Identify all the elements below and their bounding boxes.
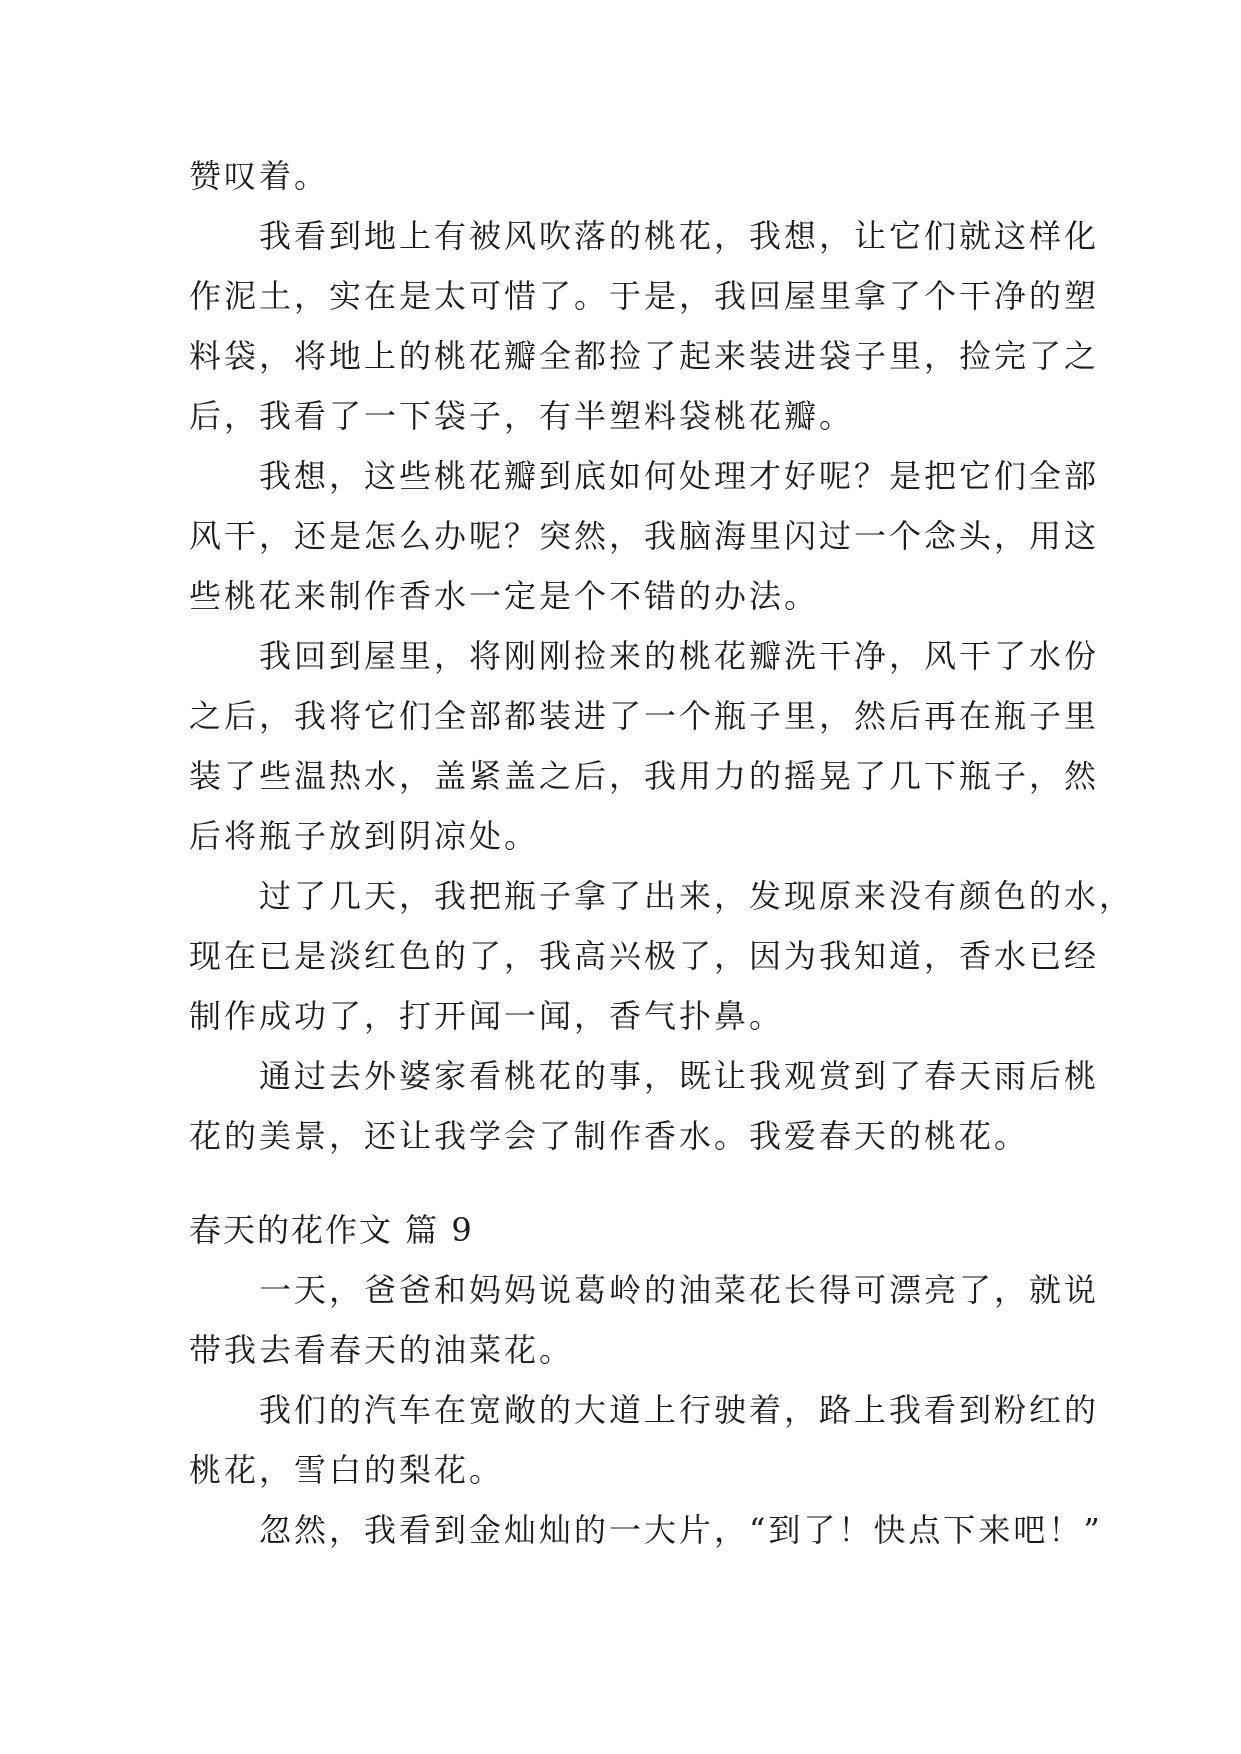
- paragraph-line: 忽然，我看到金灿灿的一大片，“到了！快点下来吧！”: [259, 1511, 1103, 1549]
- paragraph-line: 桃花，雪白的梨花。: [189, 1451, 505, 1489]
- paragraph-line: 料袋，将地上的桃花瓣全都捡了起来装进袋子里，捡完了之: [189, 337, 1100, 375]
- paragraph-line: 风干，还是怎么办呢？突然，我脑海里闪过一个念头，用这: [189, 517, 1100, 555]
- paragraph-line: 花的美景，还让我学会了制作香水。我爱春天的桃花。: [189, 1117, 1030, 1155]
- paragraph-line: 通过去外婆家看桃花的事，既让我观赏到了春天雨后桃: [259, 1057, 1100, 1095]
- paragraph-line: 作泥土，实在是太可惜了。于是，我回屋里拿了个干净的塑: [189, 277, 1100, 315]
- paragraph-line: 些桃花来制作香水一定是个不错的办法。: [189, 577, 820, 615]
- paragraph-line: 我回到屋里，将刚刚捡来的桃花瓣洗干净，风干了水份: [259, 637, 1100, 675]
- document-body-continued: [189, 1200, 1103, 1560]
- paragraph-line: 我们的汽车在宽敞的大道上行驶着，路上我看到粉红的: [259, 1391, 1100, 1429]
- paragraph-line: 装了些温热水，盖紧盖之后，我用力的摇晃了几下瓶子，然: [189, 757, 1100, 795]
- paragraph-line: 我想，这些桃花瓣到底如何处理才好呢？是把它们全部: [259, 457, 1100, 495]
- paragraph-line: 之后，我将它们全部都装进了一个瓶子里，然后再在瓶子里: [189, 697, 1100, 735]
- paragraph-line: 我看到地上有被风吹落的桃花，我想，让它们就这样化: [259, 217, 1100, 255]
- document-body: [189, 146, 1135, 1166]
- paragraph-line: 制作成功了，打开闻一闻，香气扑鼻。: [189, 997, 785, 1035]
- paragraph-line: 后，我看了一下袋子，有半塑料袋桃花瓣。: [189, 397, 855, 435]
- paragraph-line: 后将瓶子放到阴凉处。: [189, 817, 540, 855]
- paragraph-line: 赞叹着。: [189, 157, 330, 195]
- paragraph-line: 过了几天，我把瓶子拿了出来，发现原来没有颜色的水，: [259, 877, 1135, 915]
- paragraph-line: 一天，爸爸和妈妈说葛岭的油菜花长得可漂亮了，就说: [259, 1271, 1100, 1309]
- paragraph-line: 现在已是淡红色的了，我高兴极了，因为我知道，香水已经: [189, 937, 1100, 975]
- section-heading: 春天的花作文 篇 9: [189, 1211, 474, 1249]
- paragraph-line: 带我去看春天的油菜花。: [189, 1331, 575, 1369]
